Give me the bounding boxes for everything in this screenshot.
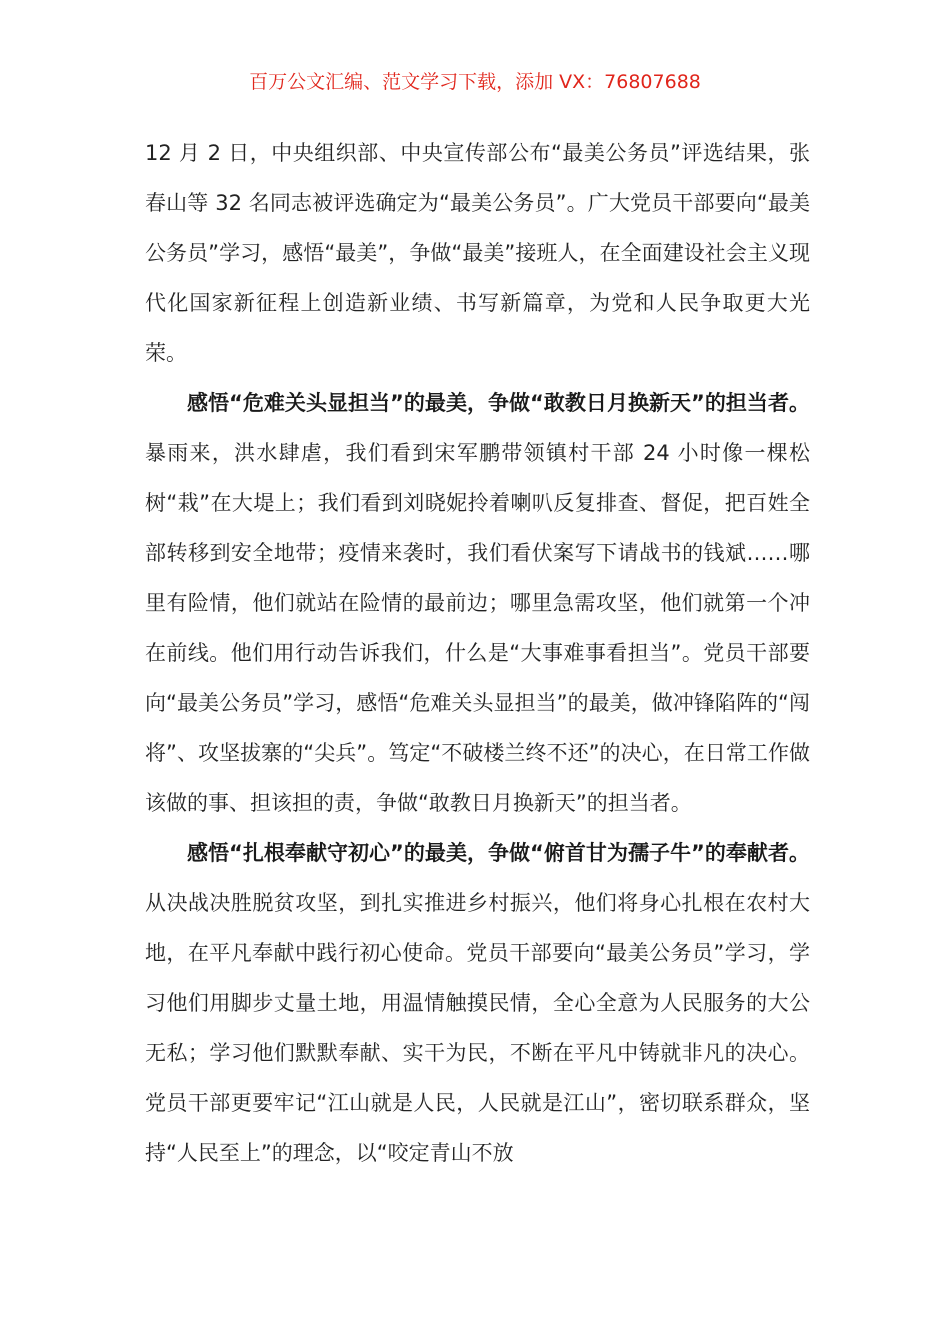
section-paragraph (145, 378, 810, 828)
section-text: 从决战决胜脱贫攻坚，到扎实推进乡村振兴，他们将身心扎根在农村大地，在平凡奉献中践行初心使命。党员干部要向“最美公务员”学习，学习他们用脚步丈量土地，用温情触摸民情，全心全意为人民服务的大公无私；学习他们默默奉献、实干为民，不断在平凡中铸就非凡的决心。党员干部更要牢记“江山就是人民，人民就是江山”，密切联系群众，坚持“人民至上”的理念，以“咬定青山不放 (145, 891, 810, 1165)
header-banner: 百万公文汇编、范文学习下载，添加 VX：76807688 (249, 71, 701, 93)
intro-paragraph: 12 月 2 日，中央组织部、中央宣传部公布“最美公务员”评选结果，张春山等 32 名同志被评选确定为“最美公务员”。广大党员干部要向“最美公务员”学习，感悟“最美”，争做“最美”接班人，在全面建设社会主义现代化国家新征程上创造新业绩、书写新篇章，为党和人民争取更大光荣。 (145, 141, 810, 365)
section-paragraph (145, 828, 810, 1178)
article-body (145, 128, 810, 1178)
section-heading: 感悟“危难关头显担当”的最美，争做“敢教日月换新天”的担当者。 (187, 391, 810, 415)
section-text: 暴雨来，洪水肆虐，我们看到宋军鹏带领镇村干部 24 小时像一棵松树“栽”在大堤上；我们看到刘晓妮拎着喇叭反复排查、督促，把百姓全部转移到安全地带；疫情来袭时，我们看伏案写下请战书的钱斌……哪里有险情，他们就站在险情的最前边；哪里急需攻坚，他们就第一个冲在前线。他们用行动告诉我们，什么是“大事难事看担当”。党员干部要向“最美公务员”学习，感悟“危难关头显担当”的最美，做冲锋陷阵的“闯将”、攻坚拔寨的“尖兵”。笃定“不破楼兰终不还”的决心，在日常工作做该做的事、担该担的责，争做“敢教日月换新天”的担当者。 (145, 441, 810, 815)
section-heading: 感悟“扎根奉献守初心”的最美，争做“俯首甘为孺子牛”的奉献者。 (187, 841, 810, 865)
